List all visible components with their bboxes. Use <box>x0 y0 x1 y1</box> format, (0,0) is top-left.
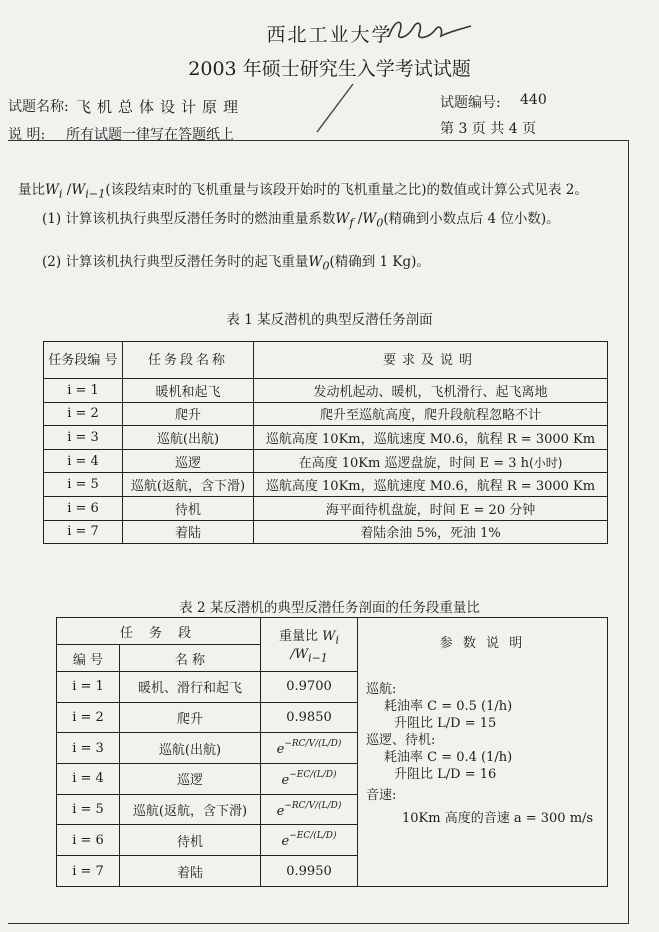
table-row <box>44 473 608 497</box>
table2-caption: 表 2 某反潜机的典型反潜任务剖面的任务段重量比 <box>179 600 480 616</box>
row-name: 暖机和起飞 <box>123 379 254 403</box>
row-desc-cell <box>254 449 608 473</box>
row-name: 巡航(返航，含下滑) <box>120 794 261 825</box>
header-segment-name: 任务段名称 <box>123 342 254 379</box>
row-no: i = 5 <box>57 794 120 825</box>
row-ratio-formula: $e^{-RC/V/(L/D)}$ <box>261 794 358 825</box>
row-name: 爬升 <box>120 702 261 733</box>
header-name: 名 称 <box>120 645 261 672</box>
param-line: 巡逻、待机: <box>366 733 436 748</box>
page-indicator: 第 3 页 共 4 页 <box>440 121 537 137</box>
params-cell <box>358 618 608 887</box>
row-name: 巡航(出航) <box>120 733 261 764</box>
question-1: (1) 计算该机执行典型反潜任务时的燃油重量系数$W_f$ $/W_0$(精确到小数点后 4 位小数)。 <box>42 211 560 230</box>
frame-dashed-edge <box>628 140 629 922</box>
exam-code: 440 <box>520 92 547 108</box>
row-no: i = 4 <box>44 449 123 473</box>
param-line: 耗油率 C = 0.5 (1/h) <box>384 699 513 714</box>
row-no: i = 3 <box>57 733 120 764</box>
intro-line: 量比$W_i$ $/W_{i-1}$(该段结束时的飞机重量与该段开始时的飞机重量之比)的数值或计算公式见表 2。 <box>18 182 588 201</box>
row-name: 爬升 <box>123 402 254 426</box>
row-ratio-formula: $e^{-EC/(L/D)}$ <box>261 764 358 795</box>
param-line: 升阻比 L/D = 15 <box>394 716 497 731</box>
row-name: 巡航(返航，含下滑) <box>123 473 254 497</box>
row-no: i = 1 <box>57 672 120 703</box>
row-name: 巡航(出航) <box>123 426 254 450</box>
row-no: i = 3 <box>44 426 123 450</box>
row-name: 巡逻 <box>120 764 261 795</box>
header-requirements: 要求及说明 <box>254 342 608 379</box>
row-desc: 巡航高度 10Km，巡航速度 M0.6，航程 R = 3000 Km <box>254 473 608 497</box>
mission-profile-table <box>43 341 608 544</box>
row-no: i = 7 <box>44 520 123 544</box>
row-no: i = 7 <box>57 856 120 887</box>
row-no: i = 6 <box>44 496 123 520</box>
header-ratio: 重量比 $W_i$ $/W_{i-1}$ <box>261 618 358 672</box>
university-name: 西北工业大学 <box>266 24 393 46</box>
row-ratio: 0.9950 <box>261 856 358 887</box>
row-no: i = 1 <box>44 379 123 403</box>
param-line: 10Km 高度的音速 a = 300 m/s <box>402 811 594 826</box>
note-text: 所有试题一律写在答题纸上 <box>66 127 234 143</box>
row-no: i = 6 <box>57 825 120 856</box>
row-desc: 着陆余油 5%，死油 1% <box>254 520 608 544</box>
handwritten-note: (小时) <box>529 455 563 470</box>
row-name: 暖机、滑行和起飞 <box>120 672 261 703</box>
row-desc: 爬升至巡航高度，爬升段航程忽略不计 <box>254 402 608 426</box>
table-row <box>44 426 608 450</box>
handwritten-scribble <box>385 14 475 44</box>
table-row <box>44 449 608 473</box>
param-line: 巡航: <box>366 682 397 697</box>
row-ratio: 0.9850 <box>261 702 358 733</box>
row-ratio-formula: $e^{-RC/V/(L/D)}$ <box>261 733 358 764</box>
row-ratio: 0.9700 <box>261 672 358 703</box>
exam-title: 2003 年硕士研究生入学考试试题 <box>188 58 471 80</box>
subject-name: 飞机总体设计原理 <box>76 98 245 116</box>
ratio-label: 重量比 <box>279 628 319 644</box>
table1-caption: 表 1 某反潜机的典型反潜任务剖面 <box>226 312 433 328</box>
row-name: 着陆 <box>120 856 261 887</box>
table-row <box>44 520 608 544</box>
row-desc: 海平面待机盘旋，时间 E = 20 分钟 <box>254 496 608 520</box>
header-no: 编 号 <box>57 645 120 672</box>
params-title: 参 数 说 明 <box>439 636 526 651</box>
row-name: 巡逻 <box>123 449 254 473</box>
table-row <box>44 379 608 403</box>
table-header-row <box>44 342 608 379</box>
param-line: 升阻比 L/D = 16 <box>394 767 497 782</box>
row-desc: 发动机起动、暖机，飞机滑行、起飞离地 <box>254 379 608 403</box>
param-line: 耗油率 C = 0.4 (1/h) <box>384 750 513 765</box>
row-no: i = 2 <box>44 402 123 426</box>
row-name: 着陆 <box>123 520 254 544</box>
row-no: i = 5 <box>44 473 123 497</box>
row-no: i = 2 <box>57 702 120 733</box>
table-row <box>44 496 608 520</box>
note-label: 说 明: <box>8 127 46 143</box>
param-line: 音速: <box>366 788 397 803</box>
row-ratio-formula: $e^{-EC/(L/D)}$ <box>261 825 358 856</box>
row-name: 待机 <box>123 496 254 520</box>
header-segment-no: 任务段编 号 <box>44 342 123 379</box>
weight-ratio-table <box>56 617 608 887</box>
row-name: 待机 <box>120 825 261 856</box>
subject-label: 试题名称: <box>8 99 69 115</box>
pen-stroke-mark <box>305 80 365 140</box>
question-2: (2) 计算该机执行典型反潜任务时的起飞重量$W_0$(精确到 1 Kg)。 <box>42 254 430 273</box>
row-no: i = 4 <box>57 764 120 795</box>
row-desc: 巡航高度 10Km，巡航速度 M0.6，航程 R = 3000 Km <box>254 426 608 450</box>
table-row <box>44 402 608 426</box>
group-header: 任 务 段 <box>57 618 261 645</box>
table-header-row <box>57 618 608 645</box>
row-desc: 在高度 10Km 巡逻盘旋，时间 E = 3 h <box>298 455 530 471</box>
code-label: 试题编号: <box>440 95 501 111</box>
